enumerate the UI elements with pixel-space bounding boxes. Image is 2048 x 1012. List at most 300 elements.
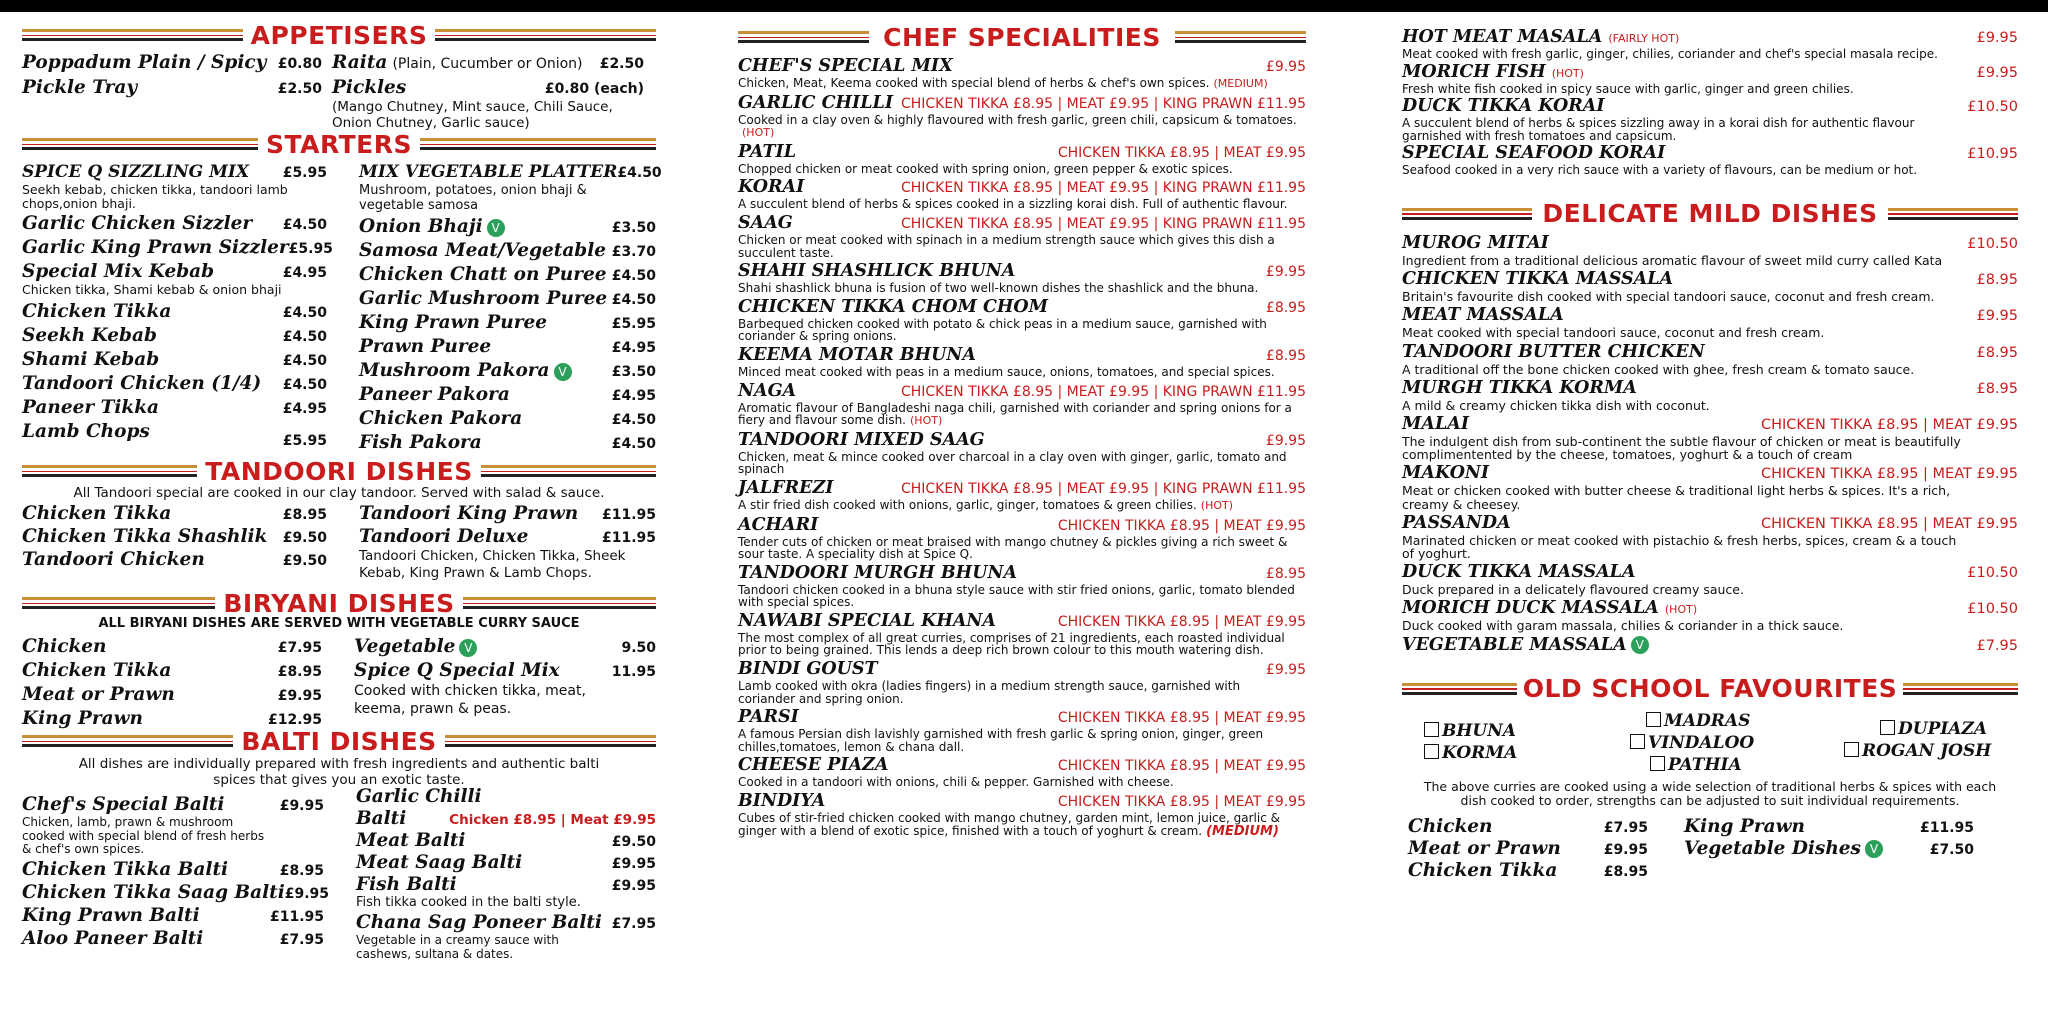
item-price: £4.50 bbox=[282, 217, 327, 233]
menu-item-row bbox=[1402, 634, 2018, 656]
item-name: KEEMA MOTAR BHUNA bbox=[738, 344, 976, 365]
biryani-list bbox=[22, 636, 656, 730]
item-price: £10.50 bbox=[1967, 565, 2018, 582]
item-desc bbox=[1402, 363, 1962, 376]
item-price: £4.95 bbox=[611, 388, 656, 404]
menu-item bbox=[22, 261, 327, 283]
menu-item bbox=[359, 161, 662, 183]
item-name: Pickle Tray bbox=[22, 77, 138, 98]
item-name-group bbox=[1402, 304, 1564, 326]
curry-styles-col-2 bbox=[1630, 710, 1754, 776]
item-price: £9.95 bbox=[1976, 30, 2018, 46]
item-desc-text: Duck cooked with garam massala, chilies & coriander in a thick sauce. bbox=[1402, 618, 1844, 634]
menu-item bbox=[359, 503, 656, 525]
checkbox-icon[interactable] bbox=[1844, 742, 1859, 757]
menu-item bbox=[1402, 61, 2018, 96]
curry-styles-col-1 bbox=[1424, 720, 1517, 764]
menu-item bbox=[332, 52, 644, 74]
item-name: TANDOORI BUTTER CHICKEN bbox=[1402, 341, 1705, 362]
curry-option[interactable] bbox=[1650, 754, 1754, 776]
menu-item bbox=[1402, 95, 2018, 142]
item-name: MALAI bbox=[1402, 413, 1470, 434]
menu-item-row bbox=[738, 477, 1306, 499]
item-desc bbox=[738, 77, 1298, 91]
item-desc bbox=[1402, 117, 1962, 142]
appetisers-list bbox=[22, 52, 656, 131]
menu-column-middle bbox=[738, 12, 1306, 838]
menu-item bbox=[738, 176, 1306, 211]
item-desc bbox=[738, 163, 1298, 176]
item-desc-text: Minced meat cooked with peas in a medium sauce, onions, tomatoes, and special spices. bbox=[738, 364, 1275, 379]
item-price: £9.95 bbox=[1265, 264, 1306, 281]
menu-item bbox=[359, 336, 656, 358]
item-name: Garlic Chilli bbox=[356, 786, 482, 807]
vegetarian-icon: V bbox=[1865, 840, 1883, 858]
menu-item-row bbox=[738, 380, 1306, 402]
menu-item bbox=[22, 636, 322, 658]
item-desc: Mushroom, potatoes, onion bhaji & vegetable samosa bbox=[359, 183, 587, 213]
item-price: £11.95 bbox=[1919, 819, 1974, 836]
item-name: Pickles bbox=[332, 77, 407, 98]
item-desc: Vegetable in a creamy sauce with cashews, sultana & dates. bbox=[356, 933, 559, 961]
item-desc-text: Tender cuts of chicken or meat braised with mango chutney & pickles giving a rich sweet & sour taste. A speciality dish at Spice Q. bbox=[738, 534, 1288, 562]
item-name-group bbox=[738, 141, 796, 163]
appetisers-right bbox=[332, 52, 644, 131]
menu-item bbox=[22, 349, 327, 371]
section-title: STARTERS bbox=[266, 129, 412, 159]
mild-dishes-list bbox=[1402, 232, 2018, 656]
vegetarian-icon: V bbox=[1631, 636, 1649, 654]
item-name: Chicken Tikka Balti bbox=[22, 858, 229, 880]
heat-tag: (HOT) bbox=[910, 414, 943, 428]
item-price: £5.95 bbox=[611, 316, 656, 332]
item-name: TANDOORI MIXED SAAG bbox=[738, 429, 985, 450]
item-name: CHICKEN TIKKA MASSALA bbox=[1402, 269, 1674, 290]
item-name: NAGA bbox=[738, 380, 797, 401]
item-desc bbox=[1402, 435, 1962, 461]
item-price: £9.95 bbox=[277, 688, 322, 704]
menu-item bbox=[738, 514, 1306, 561]
item-name: King Prawn bbox=[1684, 815, 1805, 837]
item-name-group bbox=[738, 706, 799, 728]
heat-tag: (MEDIUM) bbox=[1206, 823, 1279, 839]
item-name: CHEF'S SPECIAL MIX bbox=[738, 56, 953, 76]
menu-item bbox=[359, 360, 656, 382]
menu-item bbox=[359, 216, 656, 238]
menu-item bbox=[1402, 377, 2018, 412]
menu-item-row bbox=[1402, 268, 2018, 290]
item-name: PARSI bbox=[738, 707, 799, 728]
item-price: £10.50 bbox=[1967, 99, 2018, 116]
header-rule bbox=[463, 597, 656, 609]
menu-item bbox=[1402, 232, 2018, 267]
vegetarian-icon: V bbox=[554, 363, 572, 381]
item-name: SAAG bbox=[738, 212, 793, 233]
item-name: Meat or Prawn bbox=[22, 684, 175, 705]
item-name: PATIL bbox=[738, 141, 797, 162]
item-desc bbox=[738, 680, 1298, 705]
item-price: CHICKEN TIKKA £8.95 | MEAT £9.95 | KING PRAWN £11.95 bbox=[900, 383, 1306, 400]
vegetarian-icon: V bbox=[487, 219, 505, 237]
item-desc-text: A famous Persian dish lavishly garnished with fresh garlic & spring onion, ginger, green chilles,tomatoes, lemon & chana dall. bbox=[738, 727, 1264, 754]
item-name: Garlic Chicken Sizzler bbox=[22, 213, 253, 234]
item-desc bbox=[738, 812, 1298, 838]
tandoori-header bbox=[22, 454, 656, 488]
item-name: MUROG MITAI bbox=[1402, 232, 1549, 253]
curry-option-label: PATHIA bbox=[1668, 754, 1742, 775]
menu-item bbox=[356, 912, 656, 934]
item-price: CHICKEN TIKKA £8.95 | MEAT £9.95 bbox=[1760, 515, 2018, 532]
curry-option[interactable] bbox=[1646, 710, 1754, 732]
menu-item bbox=[738, 296, 1306, 343]
item-name: Tandoori Deluxe bbox=[359, 526, 529, 547]
item-name-group bbox=[738, 562, 1017, 584]
menu-item bbox=[1402, 462, 2018, 510]
menu-item-row bbox=[1402, 413, 2018, 435]
menu-item bbox=[22, 161, 327, 183]
checkbox-icon[interactable] bbox=[1646, 712, 1661, 727]
item-desc-text: Marinated chicken or meat cooked with pistachio & fresh herbs, spices, cream & a touch of yoghurt. bbox=[1402, 532, 1957, 561]
menu-item-row bbox=[1402, 26, 2018, 48]
item-name-group bbox=[738, 212, 793, 234]
biryani-right bbox=[354, 636, 656, 730]
checkbox-icon[interactable] bbox=[1424, 744, 1439, 759]
item-name: JALFREZI bbox=[738, 477, 834, 498]
item-name-group bbox=[738, 790, 825, 812]
item-name-group bbox=[1402, 561, 1636, 583]
item-price: £9.50 bbox=[282, 553, 327, 569]
item-desc: (Mango Chutney, Mint sauce, Chili Sauce, Onion Chutney, Garlic sauce) bbox=[332, 99, 613, 131]
item-price: £4.50 bbox=[282, 329, 327, 345]
item-name: Poppadum Plain / Spicy bbox=[22, 52, 267, 73]
heat-tag: (MEDIUM) bbox=[1213, 77, 1268, 90]
item-price: £9.50 bbox=[611, 834, 656, 850]
item-name: ACHARI bbox=[738, 514, 819, 535]
item-desc-text: Shahi shashlick bhuna is fusion of two well-known dishes the shashlick and the bhuna. bbox=[738, 281, 1259, 296]
item-price: £8.95 bbox=[1976, 380, 2018, 397]
menu-column-right bbox=[1402, 12, 2018, 882]
menu-item bbox=[738, 212, 1306, 259]
item-price: £4.50 bbox=[611, 292, 656, 308]
section-title: BALTI DISHES bbox=[241, 726, 437, 756]
item-price: £4.95 bbox=[282, 265, 327, 281]
menu-item bbox=[359, 408, 656, 430]
section-note: The above curries are cooked using a wide selection of traditional herbs & spices with each dish cooked to order, strengths can be adjusted to suit individual requirements. bbox=[1423, 778, 1997, 808]
item-price: £9.95 bbox=[611, 878, 656, 894]
menu-item bbox=[22, 237, 333, 259]
item-name: Onion Bhaji bbox=[359, 216, 483, 237]
item-desc bbox=[738, 114, 1298, 140]
item-desc bbox=[738, 198, 1298, 211]
item-name-group bbox=[738, 610, 996, 632]
item-price: Chicken £8.95 | Meat £9.95 bbox=[449, 812, 656, 828]
item-desc-text: Chicken, meat & mince cooked over charcoal in a clay oven with ginger, garlic, tomato and spinach bbox=[738, 449, 1287, 477]
menu-item bbox=[22, 928, 324, 950]
item-name: MORICH DUCK MASSALA bbox=[1402, 598, 1659, 619]
item-name: King Prawn bbox=[22, 708, 143, 729]
item-desc-text: Barbequed chicken cooked with potato & chick peas in a medium sauce, garnished with coriander & spring onions. bbox=[738, 316, 1267, 344]
item-name-group bbox=[1402, 634, 1649, 656]
item-name: CHICKEN TIKKA CHOM CHOM bbox=[738, 296, 1049, 317]
item-name: MAKONI bbox=[1402, 463, 1490, 484]
item-name: Vegetable bbox=[354, 636, 456, 657]
header-rule bbox=[435, 29, 656, 41]
menu-item bbox=[738, 141, 1306, 176]
item-price: £11.95 bbox=[601, 507, 656, 523]
item-name: Chicken Tikka Shashlik bbox=[22, 526, 268, 547]
item-price: £3.70 bbox=[611, 244, 656, 260]
item-name-group bbox=[738, 55, 953, 77]
item-price: £9.95 bbox=[1976, 64, 2018, 81]
item-price: CHICKEN TIKKA £8.95 | MEAT £9.95 | KING PRAWN £11.95 bbox=[900, 95, 1306, 112]
item-desc-text: The indulgent dish from sub-continent the subtle flavour of chicken or meat is beautifully complimentented by the cheese, tomatoes, yoghurt & a touch of cream bbox=[1402, 433, 1961, 463]
item-desc-text: Ingredient from a traditional delicious aromatic flavour of sweet mild curry called Kata bbox=[1402, 252, 1943, 268]
item-desc-text: Meat or chicken cooked with butter cheese & traditional light herbs & spices. It's a rich, creamy & cheesey. bbox=[1402, 483, 1951, 512]
starters-right bbox=[359, 161, 662, 454]
checkbox-icon[interactable] bbox=[1424, 722, 1439, 737]
menu-item-row bbox=[738, 754, 1306, 776]
item-name: Fish Pakora bbox=[359, 432, 482, 453]
item-name-group bbox=[1402, 232, 1549, 254]
item-price: 9.50 bbox=[621, 640, 656, 656]
item-name: Special Mix Kebab bbox=[22, 261, 215, 282]
heat-tag: (HOT) bbox=[1664, 603, 1698, 617]
checkbox-icon[interactable] bbox=[1650, 756, 1665, 771]
menu-item-row bbox=[738, 212, 1306, 234]
item-price: £7.95 bbox=[279, 931, 324, 948]
menu-item bbox=[738, 706, 1306, 753]
menu-item bbox=[1402, 512, 2018, 560]
checkbox-icon[interactable] bbox=[1880, 720, 1895, 735]
section-note: All Tandoori special are cooked in our clay tandoor. Served with salad & sauce. bbox=[73, 485, 605, 501]
menu-item bbox=[356, 874, 656, 896]
item-desc bbox=[1402, 164, 1962, 177]
item-name-group bbox=[738, 344, 976, 366]
menu-item bbox=[22, 77, 322, 99]
menu-item bbox=[359, 432, 656, 454]
mild-dishes-header bbox=[1402, 197, 2018, 231]
item-price: CHICKEN TIKKA £8.95 | MEAT £9.95 bbox=[1760, 466, 2018, 483]
item-price: £11.95 bbox=[269, 908, 324, 925]
menu-item-row bbox=[1402, 561, 2018, 583]
menu-item-row bbox=[1402, 61, 2018, 83]
item-desc-text: Lamb cooked with okra (ladies fingers) in a medium strength sauce, garnished with coriander and spring onion. bbox=[738, 679, 1241, 706]
item-name-group bbox=[738, 92, 893, 114]
item-price: £9.50 bbox=[282, 530, 327, 546]
item-name-group bbox=[738, 380, 796, 402]
menu-item bbox=[359, 264, 656, 286]
menu-item bbox=[1408, 838, 1648, 860]
header-rule bbox=[420, 138, 656, 150]
item-price: £10.95 bbox=[1967, 146, 2018, 163]
item-name: Chicken Pakora bbox=[359, 408, 523, 429]
item-name-group bbox=[1402, 268, 1673, 290]
menu-item-row bbox=[738, 706, 1306, 728]
menu-item-row bbox=[738, 514, 1306, 536]
item-price: £8.95 bbox=[1976, 272, 2018, 289]
item-name: Samosa Meat/Vegetable bbox=[359, 240, 607, 261]
item-price: £8.95 bbox=[279, 862, 324, 879]
item-price: CHICKEN TIKKA £8.95 | MEAT £9.95 bbox=[1057, 758, 1306, 775]
menu-item-row bbox=[738, 610, 1306, 632]
menu-column-left bbox=[22, 12, 662, 961]
curry-option[interactable] bbox=[1844, 740, 1991, 762]
balti-right bbox=[356, 786, 656, 961]
curry-option[interactable] bbox=[1424, 720, 1517, 742]
menu-item bbox=[738, 562, 1306, 609]
menu-item bbox=[738, 55, 1306, 91]
item-price: £2.50 bbox=[599, 56, 644, 72]
item-desc: Chicken tikka, Shami kebab & onion bhaji bbox=[22, 282, 282, 297]
item-desc bbox=[1402, 534, 1962, 560]
item-desc-text: Fresh white fish cooked in spicy sauce with garlic, ginger and green chilies. bbox=[1402, 81, 1854, 96]
menu-item-row bbox=[1402, 142, 2018, 164]
menu-item bbox=[22, 325, 327, 347]
item-name: CHEESE PIAZA bbox=[738, 755, 889, 776]
item-name: Lamb Chops bbox=[22, 421, 150, 442]
item-name: Chana Sag Poneer Balti bbox=[356, 912, 602, 933]
item-price: £9.95 bbox=[1603, 841, 1648, 858]
item-name-group bbox=[1402, 597, 1697, 619]
item-name-group bbox=[738, 514, 818, 536]
menu-item bbox=[359, 312, 656, 334]
item-name: MURGH TIKKA KORMA bbox=[1402, 377, 1637, 398]
menu-item bbox=[1402, 341, 2018, 376]
item-desc bbox=[1402, 484, 1962, 510]
item-name: SPICE Q SIZZLING MIX bbox=[22, 162, 250, 182]
menu-item bbox=[1402, 634, 2018, 656]
item-price: 11.95 bbox=[611, 664, 656, 680]
item-name-group bbox=[1402, 142, 1665, 164]
item-price: £4.95 bbox=[611, 340, 656, 356]
curry-option-label: MADRAS bbox=[1664, 710, 1751, 731]
item-price: £0.80 (each) bbox=[544, 81, 644, 97]
menu-item bbox=[359, 240, 656, 262]
menu-item bbox=[1684, 838, 1974, 860]
item-price: £7.95 bbox=[611, 916, 656, 932]
item-desc bbox=[738, 536, 1298, 561]
old-school-right bbox=[1684, 816, 1974, 882]
item-name: Garlic Mushroom Puree bbox=[359, 288, 608, 309]
item-desc bbox=[1402, 619, 1962, 632]
item-desc bbox=[738, 282, 1298, 295]
item-desc bbox=[1402, 399, 1962, 412]
item-name: Mushroom Pakora bbox=[359, 360, 550, 381]
item-name: Tandoori Chicken bbox=[22, 549, 205, 570]
item-name: Chicken Tikka bbox=[22, 660, 172, 681]
header-rule bbox=[1903, 683, 2018, 695]
curry-option[interactable] bbox=[1424, 742, 1517, 764]
item-desc-text: Chicken, Meat, Keema cooked with special blend of herbs & chef's own spices. bbox=[738, 76, 1210, 90]
heat-tag: (HOT) bbox=[1551, 66, 1584, 80]
menu-item bbox=[356, 830, 656, 852]
curry-option-label: VINDALOO bbox=[1648, 732, 1755, 753]
menu-item bbox=[738, 754, 1306, 789]
section-title: OLD SCHOOL FAVOURITES bbox=[1522, 674, 1898, 704]
menu-item-row bbox=[738, 658, 1306, 680]
menu-item bbox=[1402, 26, 2018, 61]
item-price: £9.95 bbox=[1265, 662, 1306, 679]
item-price: £8.95 bbox=[277, 664, 322, 680]
item-name-group bbox=[1402, 377, 1637, 399]
item-price: £12.95 bbox=[267, 712, 322, 728]
menu-item bbox=[354, 636, 656, 658]
item-name-group bbox=[1402, 341, 1705, 363]
item-price: £4.50 bbox=[282, 305, 327, 321]
item-name: Chicken Tikka Saag Balti bbox=[22, 881, 285, 903]
item-desc-text: A mild & creamy chicken tikka dish with coconut. bbox=[1402, 397, 1710, 413]
item-name-group bbox=[738, 754, 889, 776]
menu-item bbox=[1408, 816, 1648, 838]
item-price: £9.95 bbox=[279, 798, 324, 814]
item-desc bbox=[738, 402, 1298, 428]
item-price: £0.80 bbox=[277, 56, 322, 72]
menu-item bbox=[332, 77, 644, 99]
header-rule bbox=[22, 597, 215, 609]
item-desc-text: Britain's favourite dish cooked with special tandoori sauce, coconut and fresh cream. bbox=[1402, 289, 1935, 305]
item-name-group bbox=[1402, 512, 1511, 534]
item-desc bbox=[1402, 254, 1962, 267]
item-desc bbox=[738, 234, 1298, 259]
menu-item bbox=[738, 610, 1306, 657]
item-name-group bbox=[738, 176, 804, 198]
menu-item bbox=[354, 660, 656, 682]
item-name: Seekh Kebab bbox=[22, 325, 157, 346]
curry-option[interactable] bbox=[1880, 718, 1991, 740]
menu-item bbox=[22, 905, 324, 927]
item-desc-text: A succulent blend of herbs & spices cooked in a sizzling korai dish. Full of authentic flavour. bbox=[738, 197, 1288, 212]
item-name-group bbox=[738, 658, 878, 680]
menu-item bbox=[738, 260, 1306, 295]
curry-option[interactable] bbox=[1630, 732, 1754, 754]
header-rule bbox=[22, 138, 258, 150]
item-name-group bbox=[1402, 61, 1584, 83]
item-price: £9.95 bbox=[1265, 432, 1306, 449]
item-name: Chicken bbox=[1408, 815, 1493, 837]
item-desc-text: Aromatic flavour of Bangladeshi naga chili, garnished with coriander and spring onions for a fiery and flavour some dish. bbox=[738, 400, 1292, 428]
menu-item-row bbox=[738, 260, 1306, 282]
item-desc-text: A stir fried dish cooked with onions, garlic, ginger, tomatoes & green chilies. bbox=[738, 497, 1197, 512]
item-name: Chef's Special Balti bbox=[22, 794, 225, 815]
item-name: Chicken Chatt on Puree bbox=[359, 264, 607, 285]
menu-item bbox=[22, 503, 327, 525]
item-price: £2.50 bbox=[277, 81, 322, 97]
menu-item bbox=[738, 477, 1306, 513]
starters-list bbox=[22, 161, 662, 454]
item-desc: Cooked with chicken tikka, meat, keema, prawn & peas. bbox=[354, 683, 586, 717]
tandoori-left bbox=[22, 503, 327, 582]
item-name: Chicken Tikka bbox=[22, 301, 172, 322]
item-desc bbox=[1402, 290, 1962, 303]
item-price: CHICKEN TIKKA £8.95 | MEAT £9.95 bbox=[1057, 144, 1306, 161]
checkbox-icon[interactable] bbox=[1630, 734, 1645, 749]
item-price: £4.50 bbox=[617, 165, 662, 181]
chef-specialities-header bbox=[738, 20, 1306, 54]
menu-item bbox=[359, 526, 656, 548]
menu-item bbox=[738, 380, 1306, 428]
item-price: £4.95 bbox=[282, 401, 327, 417]
item-name: BINDIYA bbox=[738, 791, 826, 812]
menu-item-row bbox=[1402, 95, 2018, 117]
menu-item bbox=[738, 344, 1306, 379]
menu-item bbox=[738, 790, 1306, 838]
item-desc: Seekh kebab, chicken tikka, tandoori lamb chops,onion bhaji. bbox=[22, 182, 288, 211]
menu-item-row bbox=[1402, 377, 2018, 399]
section-title: TANDOORI DISHES bbox=[205, 456, 473, 486]
menu-item-row bbox=[1402, 462, 2018, 484]
item-name: Garlic King Prawn Sizzler bbox=[22, 237, 289, 258]
item-price: CHICKEN TIKKA £8.95 | MEAT £9.95 bbox=[1057, 794, 1306, 811]
